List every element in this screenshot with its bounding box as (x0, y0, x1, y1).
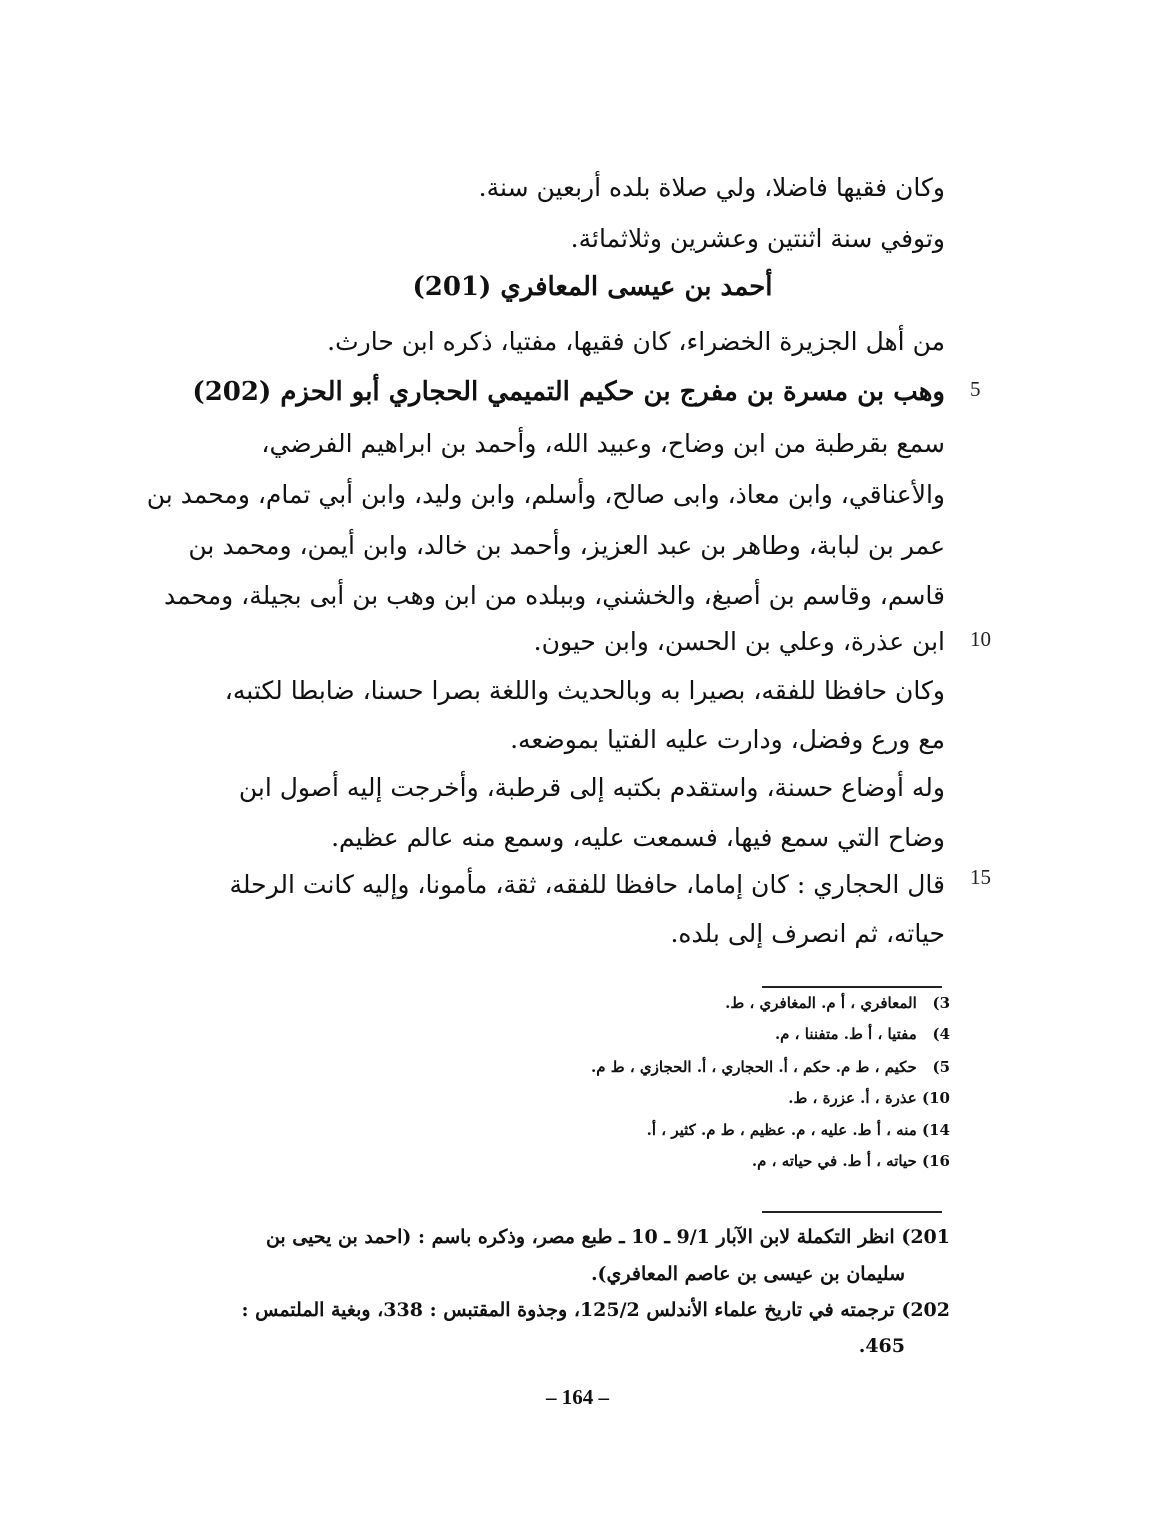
text-line-9: قاسم، وقاسم بن أصبغ، والخشني، وببلده من ابن وهب بن أبى بجيلة، ومحمد (164, 581, 945, 610)
variant-text: منه ، أ ط. عليه ، م. عظيم ، ط م. كثير ، أ. (646, 1121, 917, 1139)
text-line-6: سمع بقرطبة من ابن وضاح، وعبيد الله، وأحمد بن ابراهيم الفرضي، (261, 429, 945, 458)
text-line-16: حياته، ثم انصرف إلى بلده. (670, 919, 945, 948)
variant-text: حكيم ، ط م. حكم ، أ. الحجاري ، أ. الحجازي ، ط م. (591, 1058, 917, 1076)
variant-number: 14) (922, 1121, 950, 1139)
line-number-5: 5 (970, 377, 981, 401)
variant-number: 5) (932, 1058, 950, 1076)
variant-reading (725, 994, 950, 1012)
apparatus-divider (762, 986, 942, 988)
variant-text: مفتيا ، أ ط. متفننا ، م. (774, 1025, 917, 1043)
footnote-202-line-2: .465 (858, 1335, 905, 1357)
entry-heading-202: وهب بن مسرة بن مفرج بن حكيم التميمي الحجاري أبو الحزم (202) (192, 377, 945, 407)
text-line-13: وله أوضاع حسنة، واستقدم بكتبه إلى قرطبة، وأخرجت إليه أصول ابن (238, 773, 945, 802)
variant-text: عذرة ، أ. عزرة ، ط. (788, 1089, 917, 1107)
variant-reading (591, 1058, 950, 1076)
variant-number: 4) (932, 1025, 950, 1043)
text-line-7: والأعناقي، وابن معاذ، وابى صالح، وأسلم، وابن وليد، وابن أبي تمام، ومحمد بن (146, 480, 945, 509)
entry-heading-201: أحمد بن عيسى المعافري (201) (412, 272, 773, 302)
variant-text: حياته ، أ ط. في حياته ، م. (751, 1152, 917, 1170)
variant-text: المعافري ، أ م. المغافري ، ط. (725, 994, 917, 1012)
text-line-10: ابن عذرة، وعلي بن الحسن، وابن حيون. (533, 627, 945, 656)
variant-reading (647, 1121, 950, 1139)
page-number: – 164 – (546, 1385, 609, 1409)
text-line-1: وكان فقيها فاضلا، ولي صلاة بلده أربعين سنة. (478, 173, 945, 202)
line-number-10: 10 (970, 627, 991, 651)
variant-number: 3) (932, 994, 950, 1012)
footnote-202-line-1: 202) ترجمته في تاريخ علماء الأندلس 125/2، وجذوة المقتبس : 338، وبغية الملتمس : (241, 1299, 950, 1321)
footnotes-divider (762, 1211, 942, 1213)
footnote-201-line-1: 201) انظر التكملة لابن الآبار 9/1 ـ 10 ـ طبع مصر، وذكره باسم : (احمد بن يحيى بن (265, 1226, 950, 1248)
variant-reading (775, 1025, 950, 1043)
text-line-12: مع ورع وفضل، ودارت عليه الفتيا بموضعه. (510, 725, 945, 754)
line-number-15: 15 (970, 865, 991, 889)
text-line-4: من أهل الجزيرة الخضراء، كان فقيها، مفتيا، ذكره ابن حارث. (327, 327, 945, 356)
variant-number: 10) (922, 1089, 950, 1107)
text-line-11: وكان حافظا للفقه، بصيرا به وبالحديث واللغة بصرا حسنا، ضابطا لكتبه، (224, 676, 945, 705)
text-line-2: وتوفي سنة اثنتين وعشرين وثلاثمائة. (570, 224, 945, 253)
text-line-14: وضاح التي سمع فيها، فسمعت عليه، وسمع منه عالم عظيم. (331, 823, 945, 852)
variant-reading (752, 1152, 950, 1170)
variant-number: 16) (922, 1152, 950, 1170)
text-line-15: قال الحجاري : كان إماما، حافظا للفقه، ثقة، مأمونا، وإليه كانت الرحلة (229, 870, 945, 899)
footnote-201-line-2: سليمان بن عيسى بن عاصم المعافري). (590, 1263, 905, 1285)
variant-reading (788, 1089, 950, 1107)
text-line-8: عمر بن لبابة، وطاهر بن عبد العزيز، وأحمد بن خالد، وابن أيمن، ومحمد بن (188, 531, 945, 560)
